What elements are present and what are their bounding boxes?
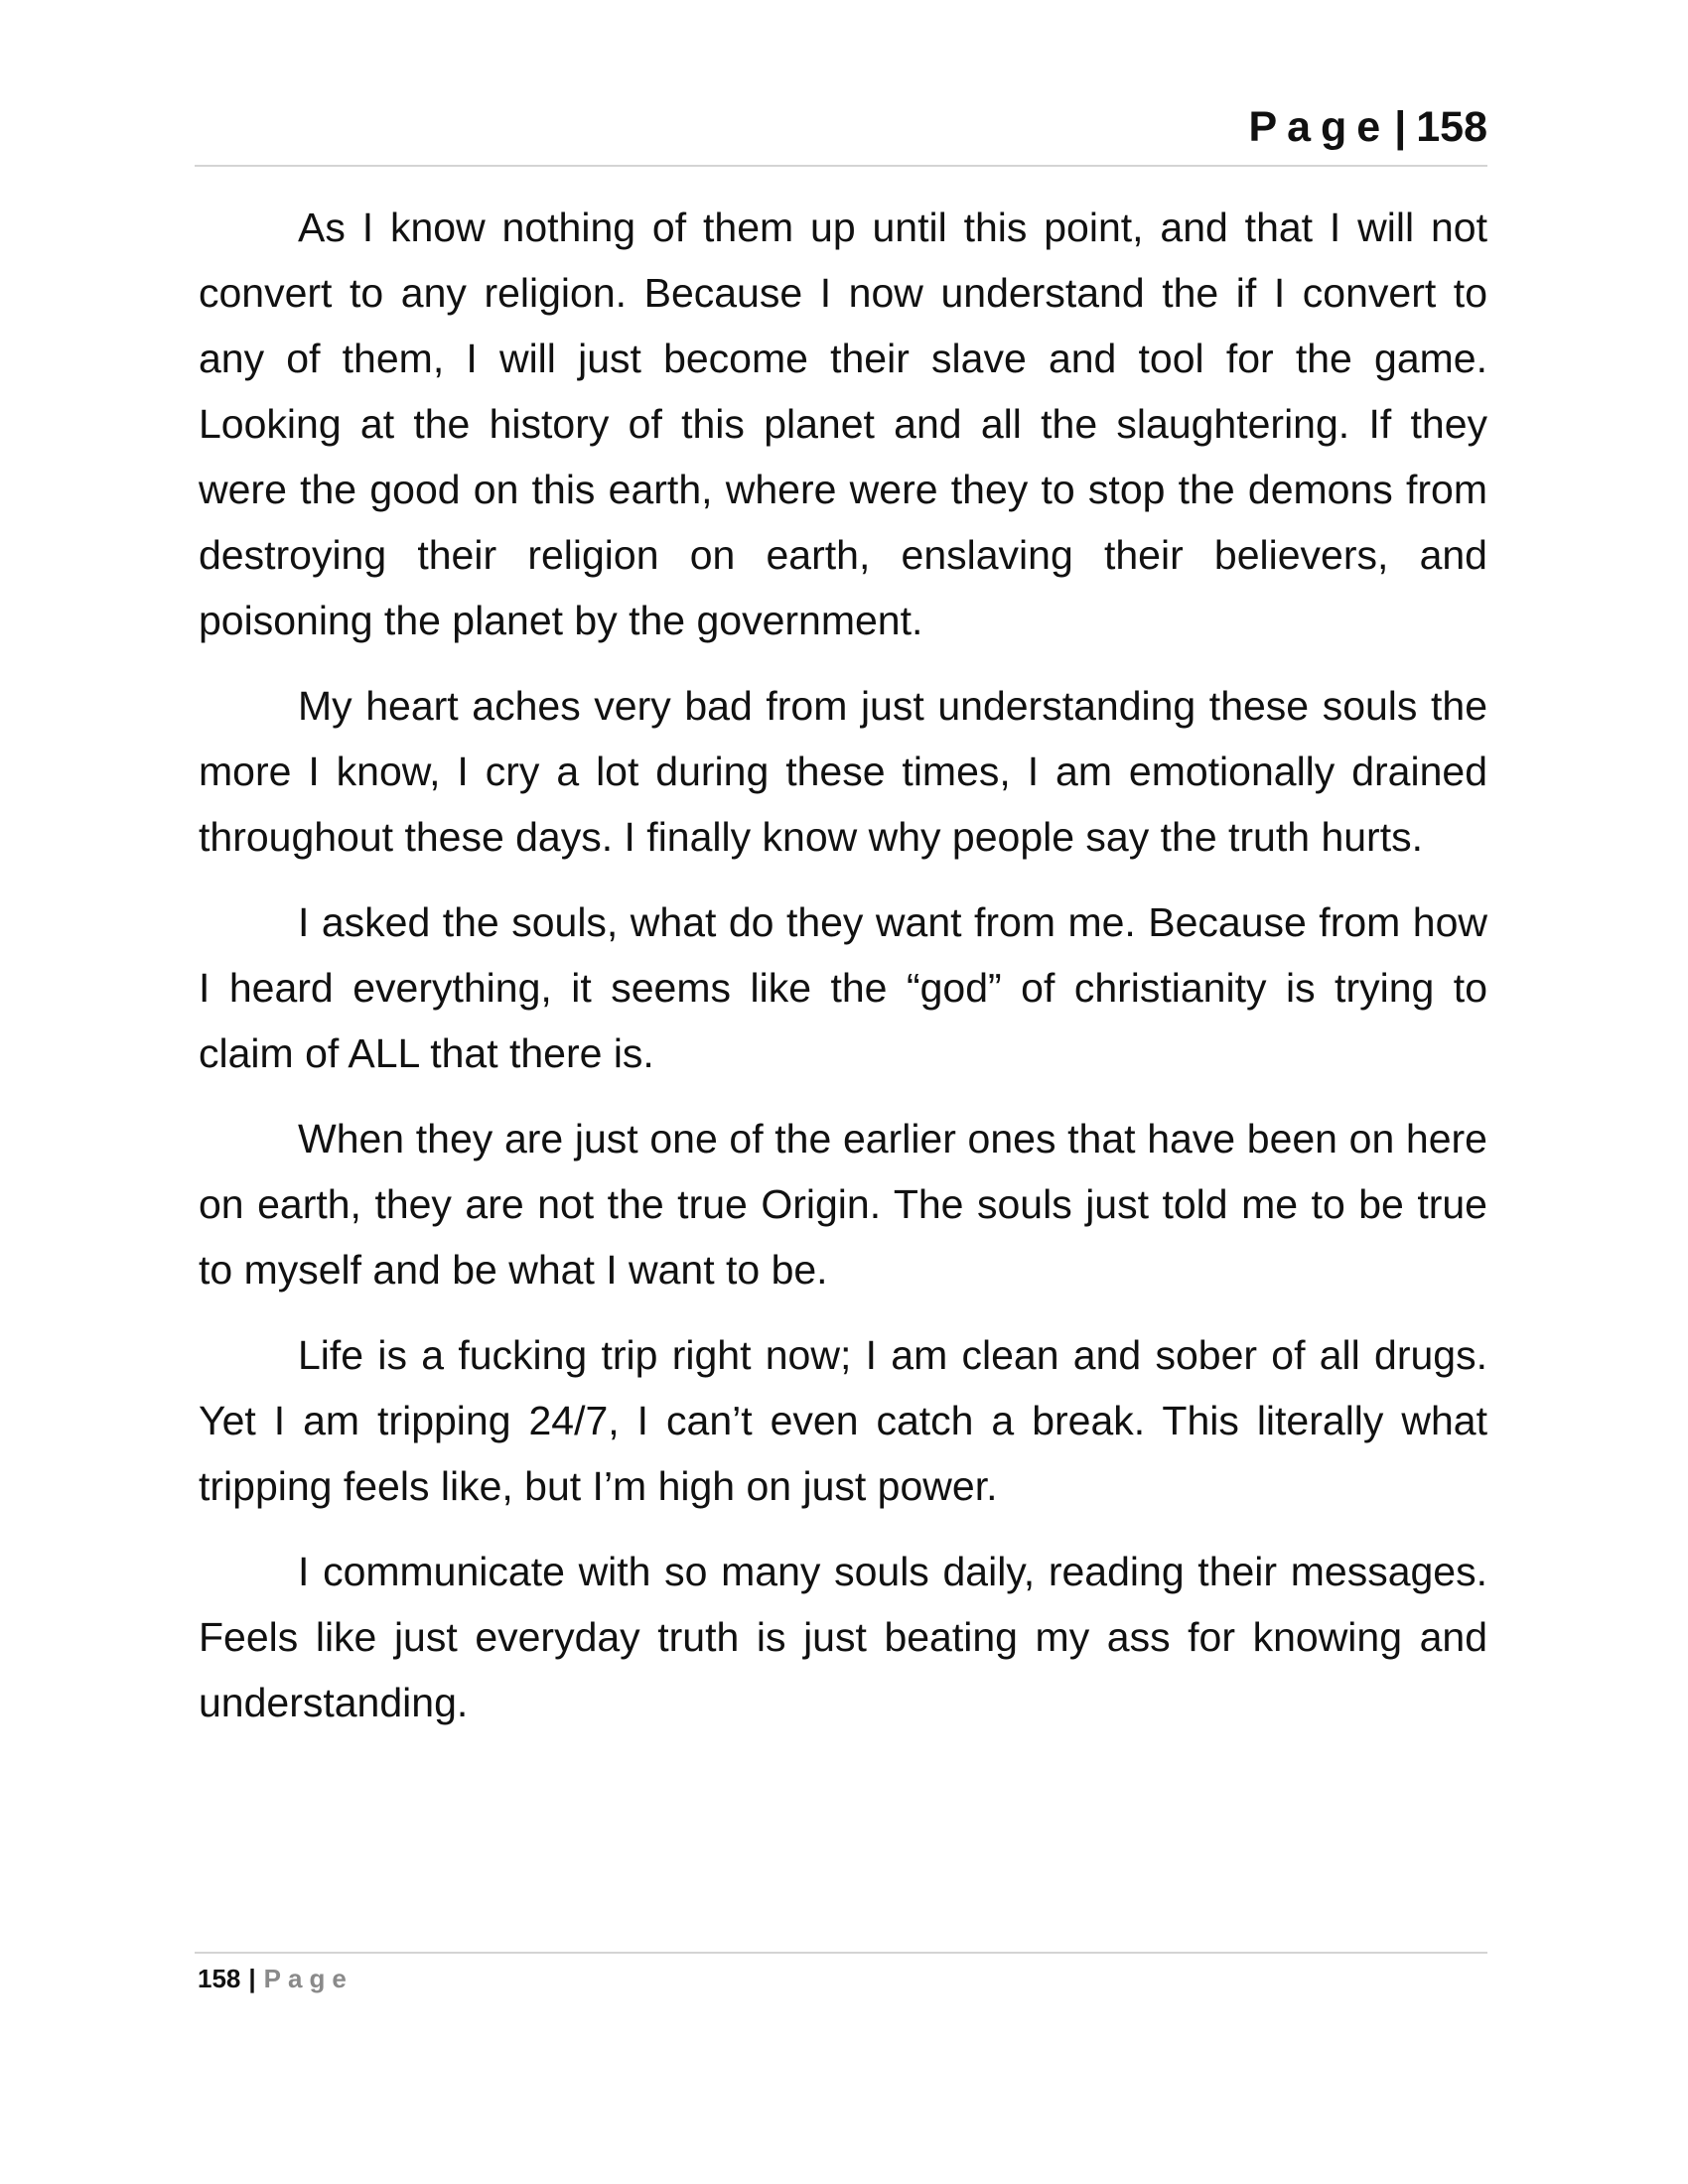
header-page-number: 158: [1416, 103, 1487, 151]
footer-page-number: 158: [198, 1964, 241, 1993]
paragraph-6: I communicate with so many souls daily, reading their messages. Feels like just everyday truth is just beating my ass for knowing and understanding.: [199, 1549, 1487, 1725]
paragraph-1: As I know nothing of them up until this point, and that I will not convert to any religion. Because I now understand the if I convert to any of them, I will just become their slave and tool for the game. Looking at the history of this planet and all the slaughtering. If they were the good on this earth, where were they to stop the demons from destroying their religion on earth, enslaving their believers, and poisoning the planet by the government.: [199, 205, 1487, 643]
paragraph-3: I asked the souls, what do they want from me. Because from how I heard everything, it seems like the “god” of christianity is trying to claim of ALL that there is.: [199, 899, 1487, 1076]
footer-page-word: Page: [263, 1964, 353, 1993]
header-page-label: [1248, 103, 1487, 152]
header-separator: |: [1394, 103, 1407, 151]
footer-page-label: [198, 1964, 353, 1994]
header-page-word: Page: [1248, 103, 1391, 151]
paragraph-2: My heart aches very bad from just understanding these souls the more I know, I cry a lot during these times, I am emotionally drained throughout these days. I finally know why people say the truth hurts.: [199, 683, 1487, 860]
page-header: [195, 95, 1487, 167]
paragraph-4: When they are just one of the earlier ones that have been on here on earth, they are not the true Origin. The souls just told me to be true to myself and be what I want to be.: [199, 1116, 1487, 1293]
paragraph-5: Life is a fucking trip right now; I am clean and sober of all drugs. Yet I am tripping 24/7, I can’t even catch a break. This literally what tripping feels like, but I’m high on just power.: [199, 1332, 1487, 1509]
footer-separator: |: [248, 1964, 256, 1993]
body-text: [199, 195, 1487, 1755]
page-footer: [195, 1952, 1487, 1993]
